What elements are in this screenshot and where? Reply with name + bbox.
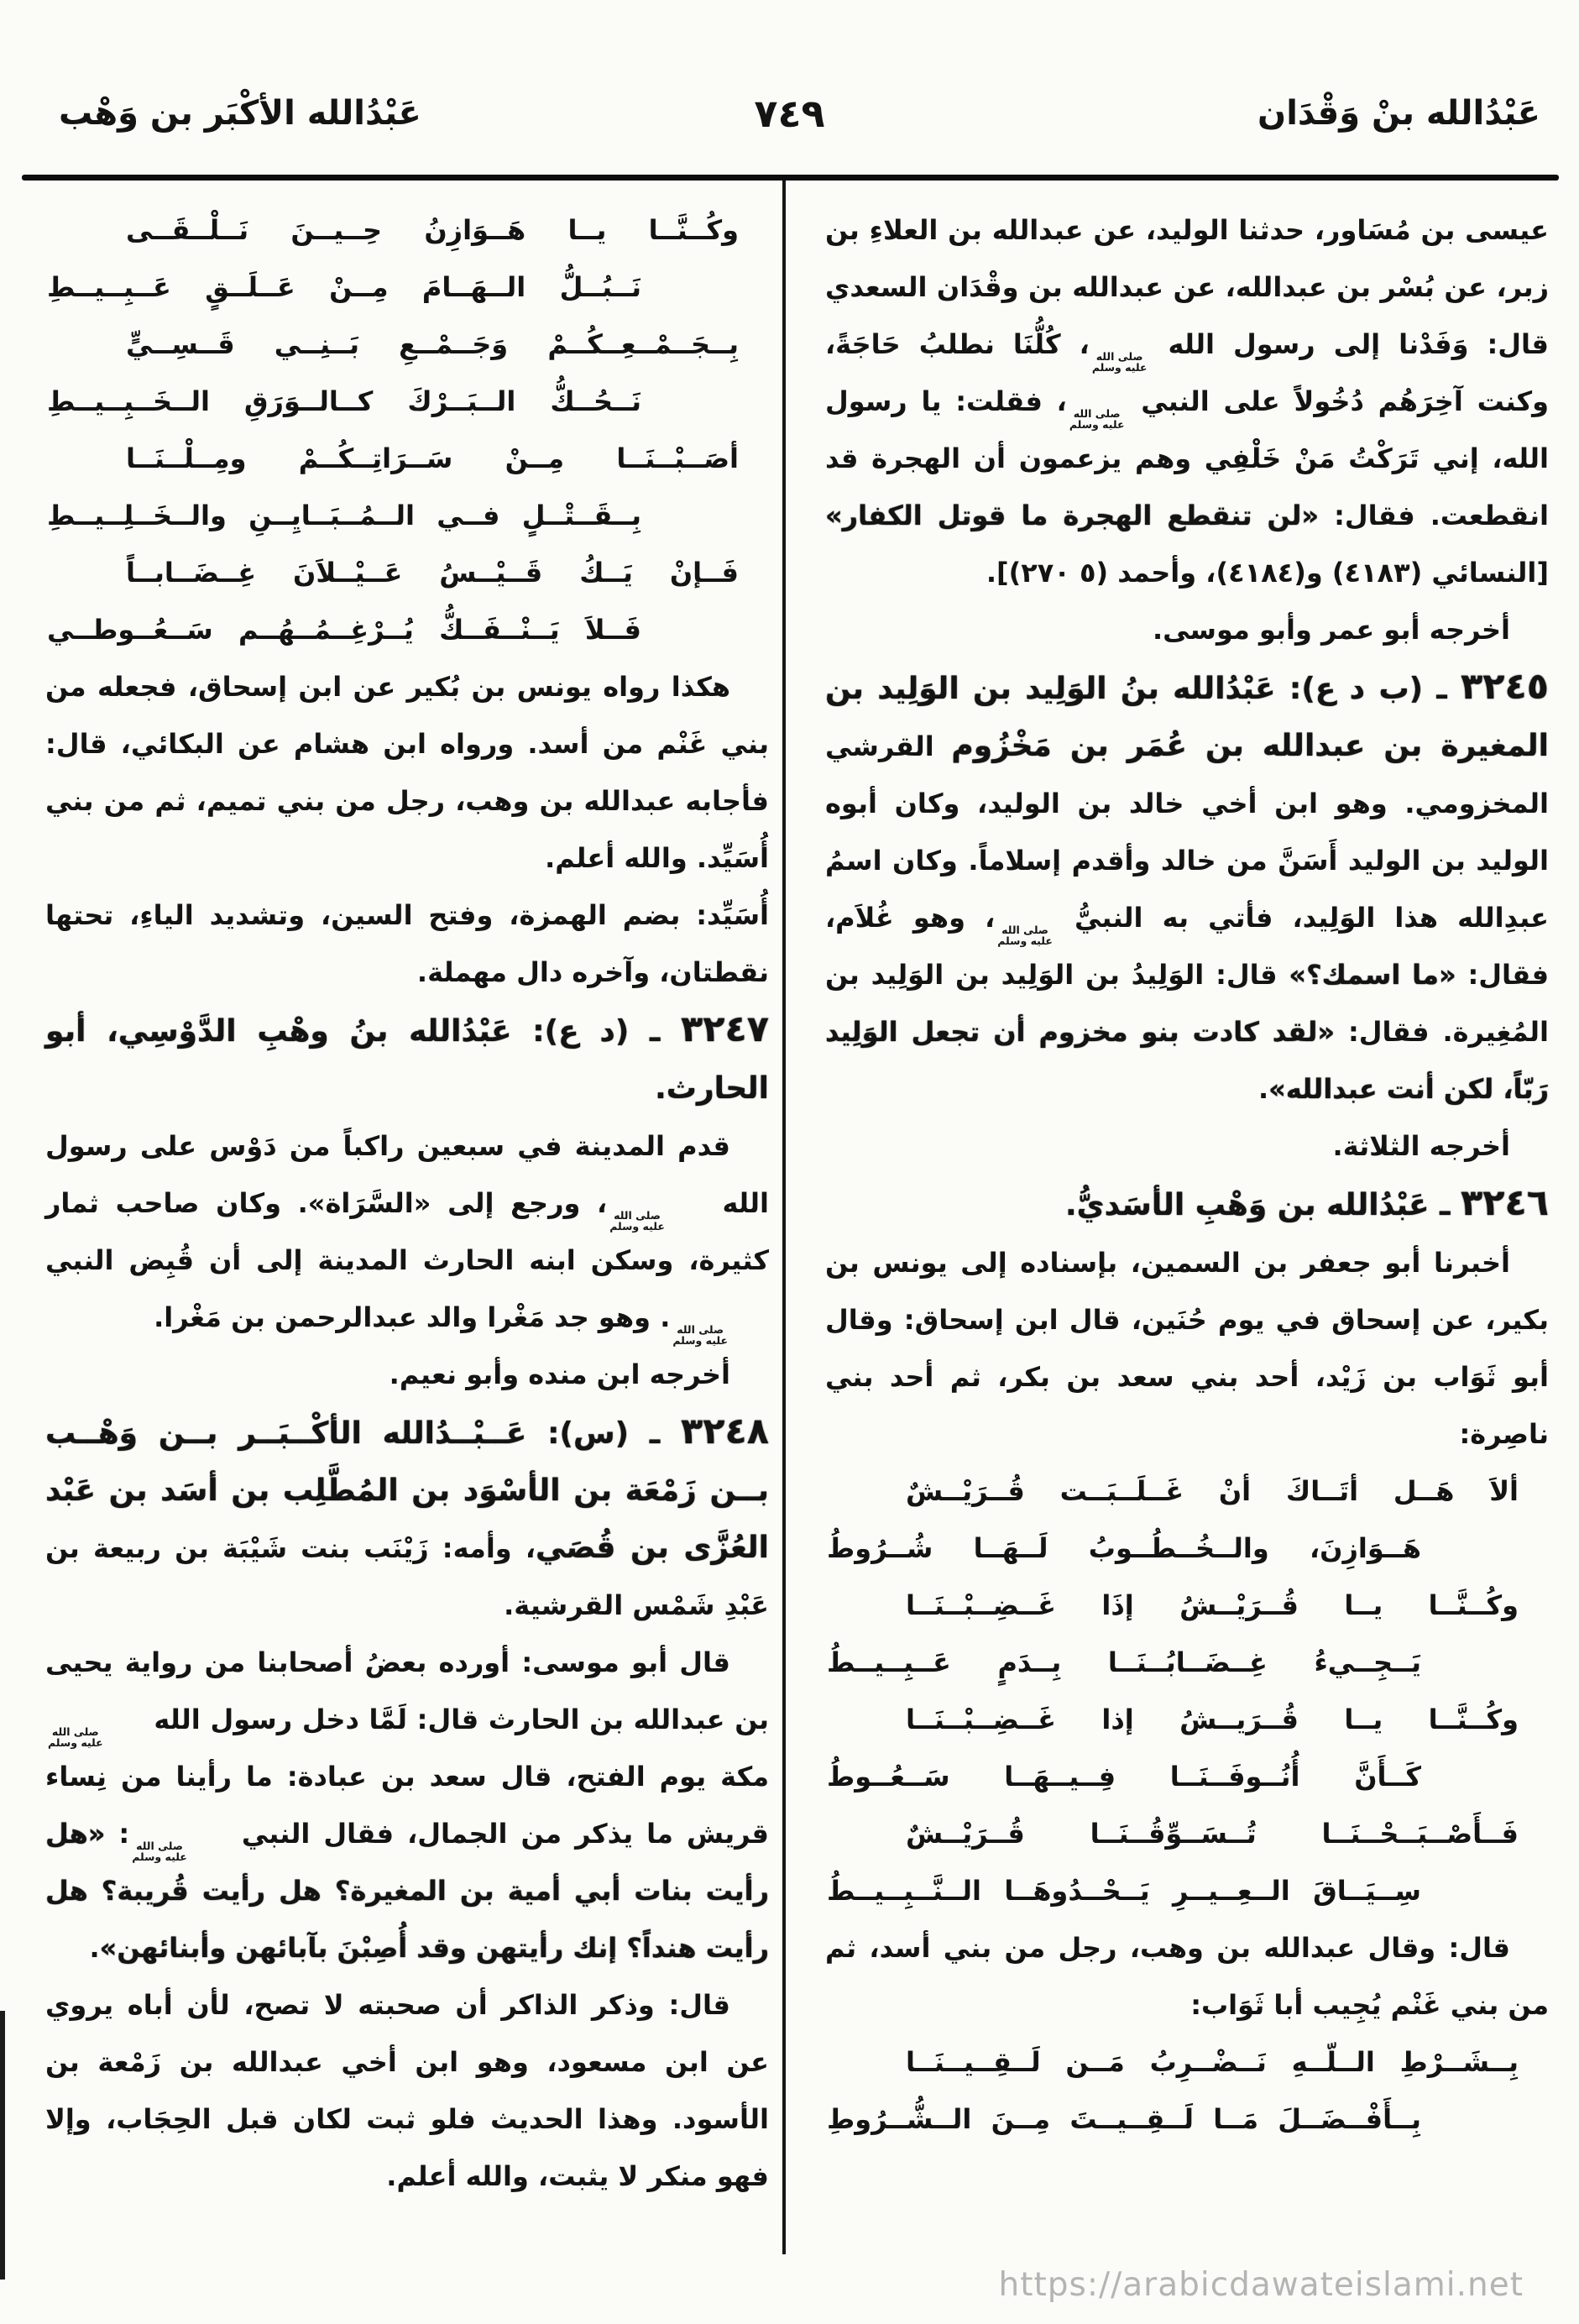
paragraph: قال: وقال عبدالله بن وهب، رجل من بني أسد، ثم من بني غَنْم يُجِيب أبا ثَوَاب: bbox=[825, 1932, 1549, 2021]
salla-honorific: صلى الله عليه وسلم bbox=[672, 1323, 728, 1347]
salla-honorific: صلى الله عليه وسلم bbox=[997, 924, 1053, 947]
verse-line: وكُــنَّــا يــا هَــوَازِنُ حِــيــنَ نَــلْــقَــى bbox=[126, 214, 739, 246]
header-left-title: عَبْدُالله الأكْبَر بن وَهْب bbox=[59, 94, 421, 133]
verse-line: فَــإنْ يَــكُ قَــيْــسُ عَــيْــلاَنَ غِــضَــابــاً bbox=[126, 557, 739, 589]
verse-line: بِــقَــتْــلٍ فــي الــمُــبَــايِــنِ والــخَــلِــيــطِ bbox=[47, 500, 641, 531]
verse-line: وكُــنَّــا يــا قُــرَيْــشُ إذَا غَــضِــبْــنَــا bbox=[906, 1589, 1519, 1621]
verse-line: وكُــنَّــا يــا قُــرَيــشُ إذا غَــضِــبْــنَــا bbox=[906, 1704, 1519, 1735]
verse-line: كَــأَنَّ أُنُــوفَــنَــا فِــيــهَــا سَــعُــوطُ bbox=[827, 1761, 1421, 1793]
scan-edge-artifact bbox=[0, 2011, 5, 2280]
paragraph: قال أبو موسى: أورده بعضُ أصحابنا من رواية يحيى بن عبدالله بن الحارث قال: لَمَّا دخل رسول الله صلى الله عليه وسلم مكة يوم الفتح، قال سعد بن عبادة: ما رأينا من نِساء قريش ما يذكر من الجمال، فقال النبي صلى الله عليه وسلم : «هل رأيت بنات أبي أمية بن المغيرة؟ هل رأيت قُريبة؟ هل رأيت هنداً؟ إنك رأيتهن وقد أُصِبْنَ بآبائهن وأبنائهن». bbox=[45, 1646, 769, 1964]
paragraph: أخرجه الثلاثة. bbox=[1332, 1130, 1510, 1162]
entry-paragraph: ٣٢٤٥ ـ (ب د ع): عَبْدُالله بنُ الوَلِيد بن الوَلِيد بن المغيرة بن عبدالله بن عُمَر بن مَخْزُوم القرشي المخزومي. وهو ابن أخي خالد بن الوليد، وكان أبوه الوليد بن الوليد أَسَنَّ من خالد وأقدم إسلاماً. وكان اسمُ عبدِالله هذا الوَلِيد، فأتي به النبيُّ صلى الله عليه وسلم ، وهو غُلاَم، فقال: «ما اسمك؟» قال: الوَلِيدُ بن الوَلِيد بن الوَلِيد بن المُغِيرة. فقال: «لقد كادت بنو مخزوم أن تجعل الوَلِيد رَبّاً، لكن أنت عبدالله». bbox=[825, 666, 1550, 1105]
watermark-url: https://arabicdawateislami.net bbox=[998, 2266, 1524, 2304]
verse-line: هَــوَازِنَ، والــخُــطُــوبُ لَــهَــا شُــرُوطُ bbox=[827, 1532, 1421, 1564]
entry-paragraph: ٣٢٤٧ ـ (د ع): عَبْدُالله بنُ وهْبِ الدَّوْسِي، أبو الحارث. bbox=[45, 1008, 769, 1106]
verse-line: نَــحُــكُّ الــبَــرْكَ كــالــوَرَقِ الــخَــبِــيــطِ bbox=[47, 385, 641, 417]
verse-line: بِــجَــمْــعِــكُــمْ وَجَــمْــعِ بَــنِــي قَــسِــيٍّ bbox=[126, 328, 739, 360]
column-divider bbox=[782, 181, 786, 2254]
paragraph: أخبرنا أبو جعفر بن السمين، بإسناده إلى يونس بن بكير، عن إسحاق في يوم حُنَين، قال ابن إسحاق: وقال أبو ثَوَاب بن زَيْد، أحد بني سعد بن بكر، ثم أحد بني ناصِرة: bbox=[825, 1247, 1549, 1450]
paragraph: عيسى بن مُسَاور، حدثنا الوليد، عن عبدالله بن العلاءِ بن زبر، عن بُسْر بن عبدالله، عن عبدالله بن وقْدَان السعدي قال: وَفَدْنا إلى رسول الله صلى الله عليه وسلم ، كُلُّنَا نطلبُ حَاجَةً، وكنت آخِرَهُم دُخُولاً على النبي صلى الله عليه وسلم ، فقلت: يا رسول الله، إني تَرَكْتُ مَنْ خَلْفِي وهم يزعمون أن الهجرة قد انقطعت. فقال: «لن تنقطع الهجرة ما قوتل الكفار» [النسائي (٤١٨٣) و(٤١٨٤)، وأحمد (٥ ٢٧٠)]. bbox=[825, 214, 1550, 589]
salla-honorific: صلى الله عليه وسلم bbox=[1091, 350, 1148, 374]
verse-line: أصَــبْــنَــا مِــنْ سَــرَاتِــكُــمْ ومِــلْــنَــا bbox=[126, 442, 739, 474]
verse-line: بِــشَــرْطِ الــلّــهِ نَــضْــرِبُ مَــن لَــقِــيــنَــا bbox=[906, 2046, 1519, 2078]
paragraph: أخرجه ابن منده وأبو نعيم. bbox=[389, 1358, 730, 1390]
header-rule bbox=[22, 175, 1559, 181]
salla-honorific: صلى الله عليه وسلم bbox=[132, 1840, 187, 1863]
verse-line: بِــأَفْــضَــلَ مَــا لَــقِــيــتَ مِــنَ الــشُّــرُوطِ bbox=[827, 2103, 1421, 2135]
page-number: ٧٤٩ bbox=[754, 91, 825, 136]
header-right-title: عَبْدُالله بنْ وَقْدَان bbox=[1257, 94, 1540, 133]
entry-paragraph: ٣٢٤٦ ـ عَبْدُالله بن وَهْبِ الأسَديُّ. bbox=[1064, 1182, 1549, 1224]
verse-line: فَــأَصْــبَــحْــنَــا تُــسَــوِّقُــنَــا قُــرَيْــشٌ bbox=[906, 1818, 1519, 1850]
paragraph: قدم المدينة في سبعين راكباً من دَوْس على رسول الله صلى الله عليه وسلم ، ورجع إلى «السَّرَاة». وكان صاحب ثمار كثيرة، وسكن ابنه الحارث المدينة إلى أن قُبِض النبي صلى الله عليه وسلم . وهو جد مَغْرا والد عبدالرحمن بن مَغْرا. bbox=[45, 1130, 770, 1347]
salla-honorific: صلى الله عليه وسلم bbox=[48, 1725, 103, 1749]
paragraph: أُسَيِّد: بضم الهمزة، وفتح السين، وتشديد الياءِ، تحتها نقطتان، وآخره دال مهملة. bbox=[45, 899, 769, 988]
verse-line: نَــبُــلُّ الــهَــامَ مِــنْ عَــلَــقٍ عَــبِــيــطِ bbox=[47, 271, 641, 303]
paragraph: قال: وذكر الذاكر أن صحبته لا تصح، لأن أباه يروي عن ابن مسعود، وهو ابن أخي عبدالله بن زَمْعة بن الأسود. وهذا الحديث فلو ثبت لكان قبل الحِجَاب، وإلا فهو منكر لا يثبت، والله أعلم. bbox=[45, 1989, 769, 2192]
verse-line: سِــيَــاقَ الــعِــيــرِ يَــحْــدُوهَــا الــنَّــبِــيــطُ bbox=[827, 1875, 1421, 1907]
verse-line: فَــلاَ يَــنْــفَــكُّ يُــرْغِــمُــهُــم سَــعُــوطــي bbox=[47, 614, 641, 646]
salla-honorific: صلى الله عليه وسلم bbox=[609, 1209, 665, 1233]
verse-line: ألاَ هَــل أتَــاكَ أنْ غَــلَــبَــت قُــرَيْــشٌ bbox=[906, 1475, 1519, 1507]
paragraph: أخرجه أبو عمر وأبو موسى. bbox=[1152, 614, 1510, 646]
paragraph: هكذا رواه يونس بن بُكير عن ابن إسحاق، فجعله من بني غَنْم من أسد. ورواه ابن هشام عن البكائي، قال: فأجابه عبدالله بن وهب، رجل من بني تميم، ثم من بني أُسَيِّد. والله أعلم. bbox=[45, 671, 769, 874]
left-column bbox=[45, 202, 769, 2205]
right-column bbox=[825, 202, 1549, 2148]
verse-line: يَــجِــيءُ غِــضَــابُــنَــا بِــدَمٍ عَــبِــيــطُ bbox=[827, 1646, 1421, 1678]
salla-honorific: صلى الله عليه وسلم bbox=[1069, 407, 1125, 431]
entry-paragraph: ٣٢٤٨ ـ (س): عَــبْــدُالله الأكْــبَــر بــن وَهْــب بــن زَمْعَة بن الأسْوَد بن المُطَّلِب بن أسَد بن عَبْد العُزَّى بن قُصَي، وأمه: زَيْنَب بنت شَيْبَة بن ربيعة بن عَبْدِ شَمْس القرشية. bbox=[45, 1411, 770, 1621]
